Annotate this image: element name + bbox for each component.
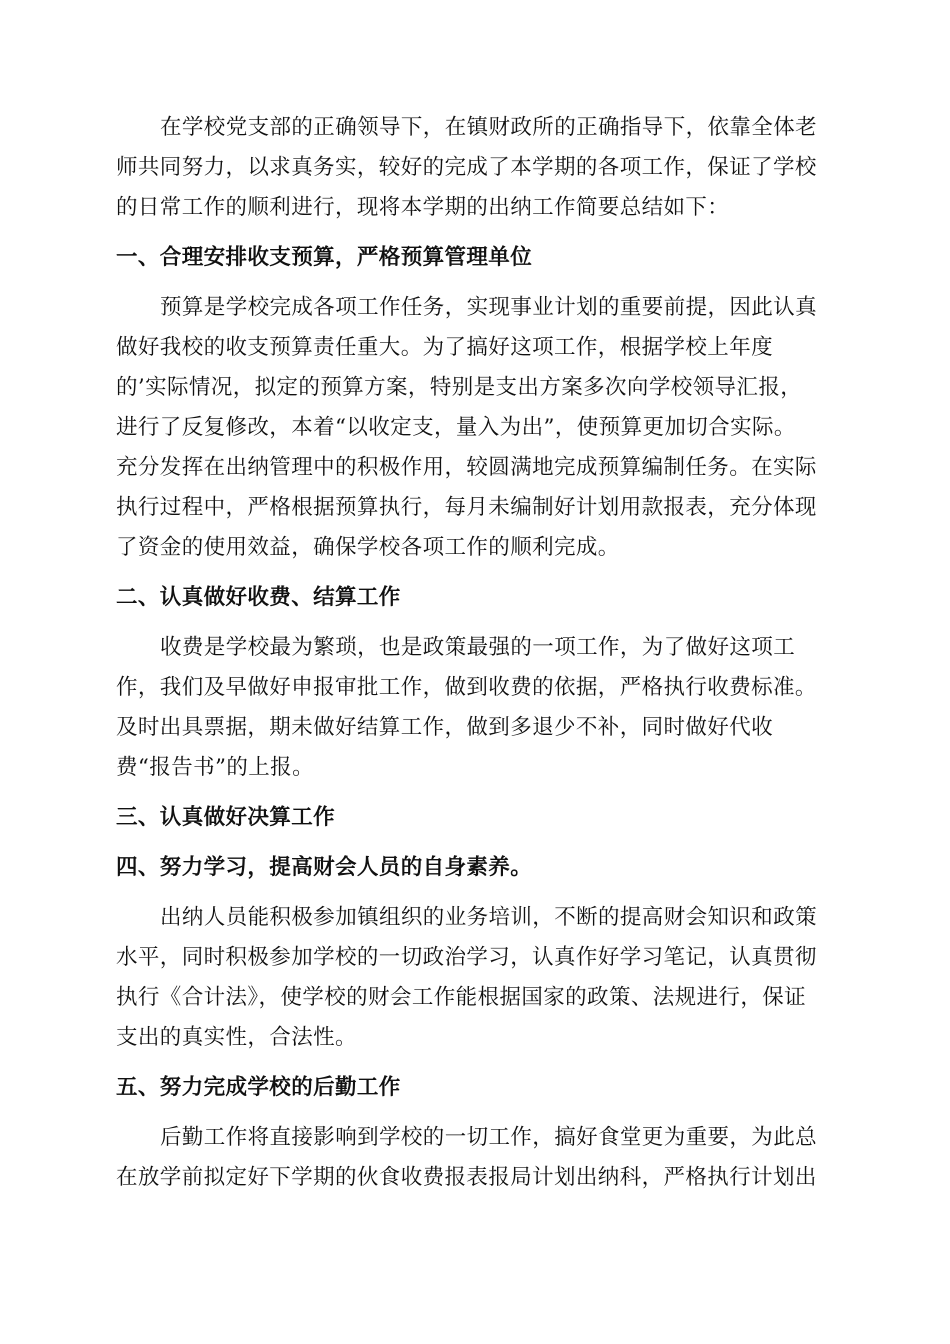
text-line: 支出的真实性，合法性。: [116, 1025, 357, 1050]
text-line: 进行了反复修改，本着“以收定支，量入为出”，使预算更加切合实际。: [116, 415, 796, 440]
text-line: 作，我们及早做好申报审批工作，做到收费的依据，严格执行收费标准。: [116, 675, 817, 700]
section-5-paragraph: [116, 1118, 836, 1198]
section-heading-2: 二、认真做好收费、结算工作: [116, 585, 401, 610]
text-line: 在学校党支部的正确领导下，在镇财政所的正确指导下，依靠全体老: [160, 115, 818, 140]
text-line: 执行过程中，严格根据预算执行，每月未编制好计划用款报表，充分体现: [116, 495, 817, 520]
text-line: 充分发挥在出纳管理中的积极作用，较圆满地完成预算编制任务。在实际: [116, 455, 817, 480]
text-line: 的’实际情况，拟定的预算方案，特别是支出方案多次向学校领导汇报，: [116, 375, 803, 400]
text-line: 费“报告书”的上报。: [116, 755, 314, 780]
text-line: 收费是学校最为繁琐，也是政策最强的一项工作，为了做好这项工: [160, 635, 796, 660]
text-line: 执行《合计法》，使学校的财会工作能根据国家的政策、法规进行，保证: [116, 985, 807, 1010]
section-4-paragraph: [116, 898, 836, 1058]
text-line: 师共同努力，以求真务实，较好的完成了本学期的各项工作，保证了学校: [116, 155, 817, 180]
section-heading-4: 四、努力学习，提高财会人员的自身素养。: [116, 855, 533, 880]
text-line: 出纳人员能积极参加镇组织的业务培训，不断的提高财会知识和政策: [160, 905, 818, 930]
section-1-paragraph: [116, 288, 836, 568]
text-line: 及时出具票据，期未做好结算工作，做到多退少不补，同时做好代收: [116, 715, 774, 740]
intro-paragraph: [116, 108, 836, 228]
text-line: 做好我校的收支预算责任重大。为了搞好这项工作，根据学校上年度: [116, 335, 774, 360]
text-line: 预算是学校完成各项工作任务，实现事业计划的重要前提，因此认真: [160, 295, 818, 320]
text-line: 了资金的使用效益，确保学校各项工作的顺利完成。: [116, 535, 620, 560]
section-heading-5: 五、努力完成学校的后勤工作: [116, 1075, 401, 1100]
text-line: 的日常工作的顺利进行，现将本学期的出纳工作简要总结如下：: [116, 195, 730, 220]
text-line: 水平，同时积极参加学校的一切政治学习，认真作好学习笔记，认真贯彻: [116, 945, 817, 970]
document-page: [116, 108, 836, 1208]
section-heading-1: 一、合理安排收支预算，严格预算管理单位: [116, 245, 533, 270]
text-line: 在放学前拟定好下学期的伙食收费报表报局计划出纳科，严格执行计划出: [116, 1165, 817, 1190]
text-line: 后勤工作将直接影响到学校的一切工作，搞好食堂更为重要，为此总: [160, 1125, 818, 1150]
section-2-paragraph: [116, 628, 836, 788]
section-heading-3: 三、认真做好决算工作: [116, 805, 336, 830]
